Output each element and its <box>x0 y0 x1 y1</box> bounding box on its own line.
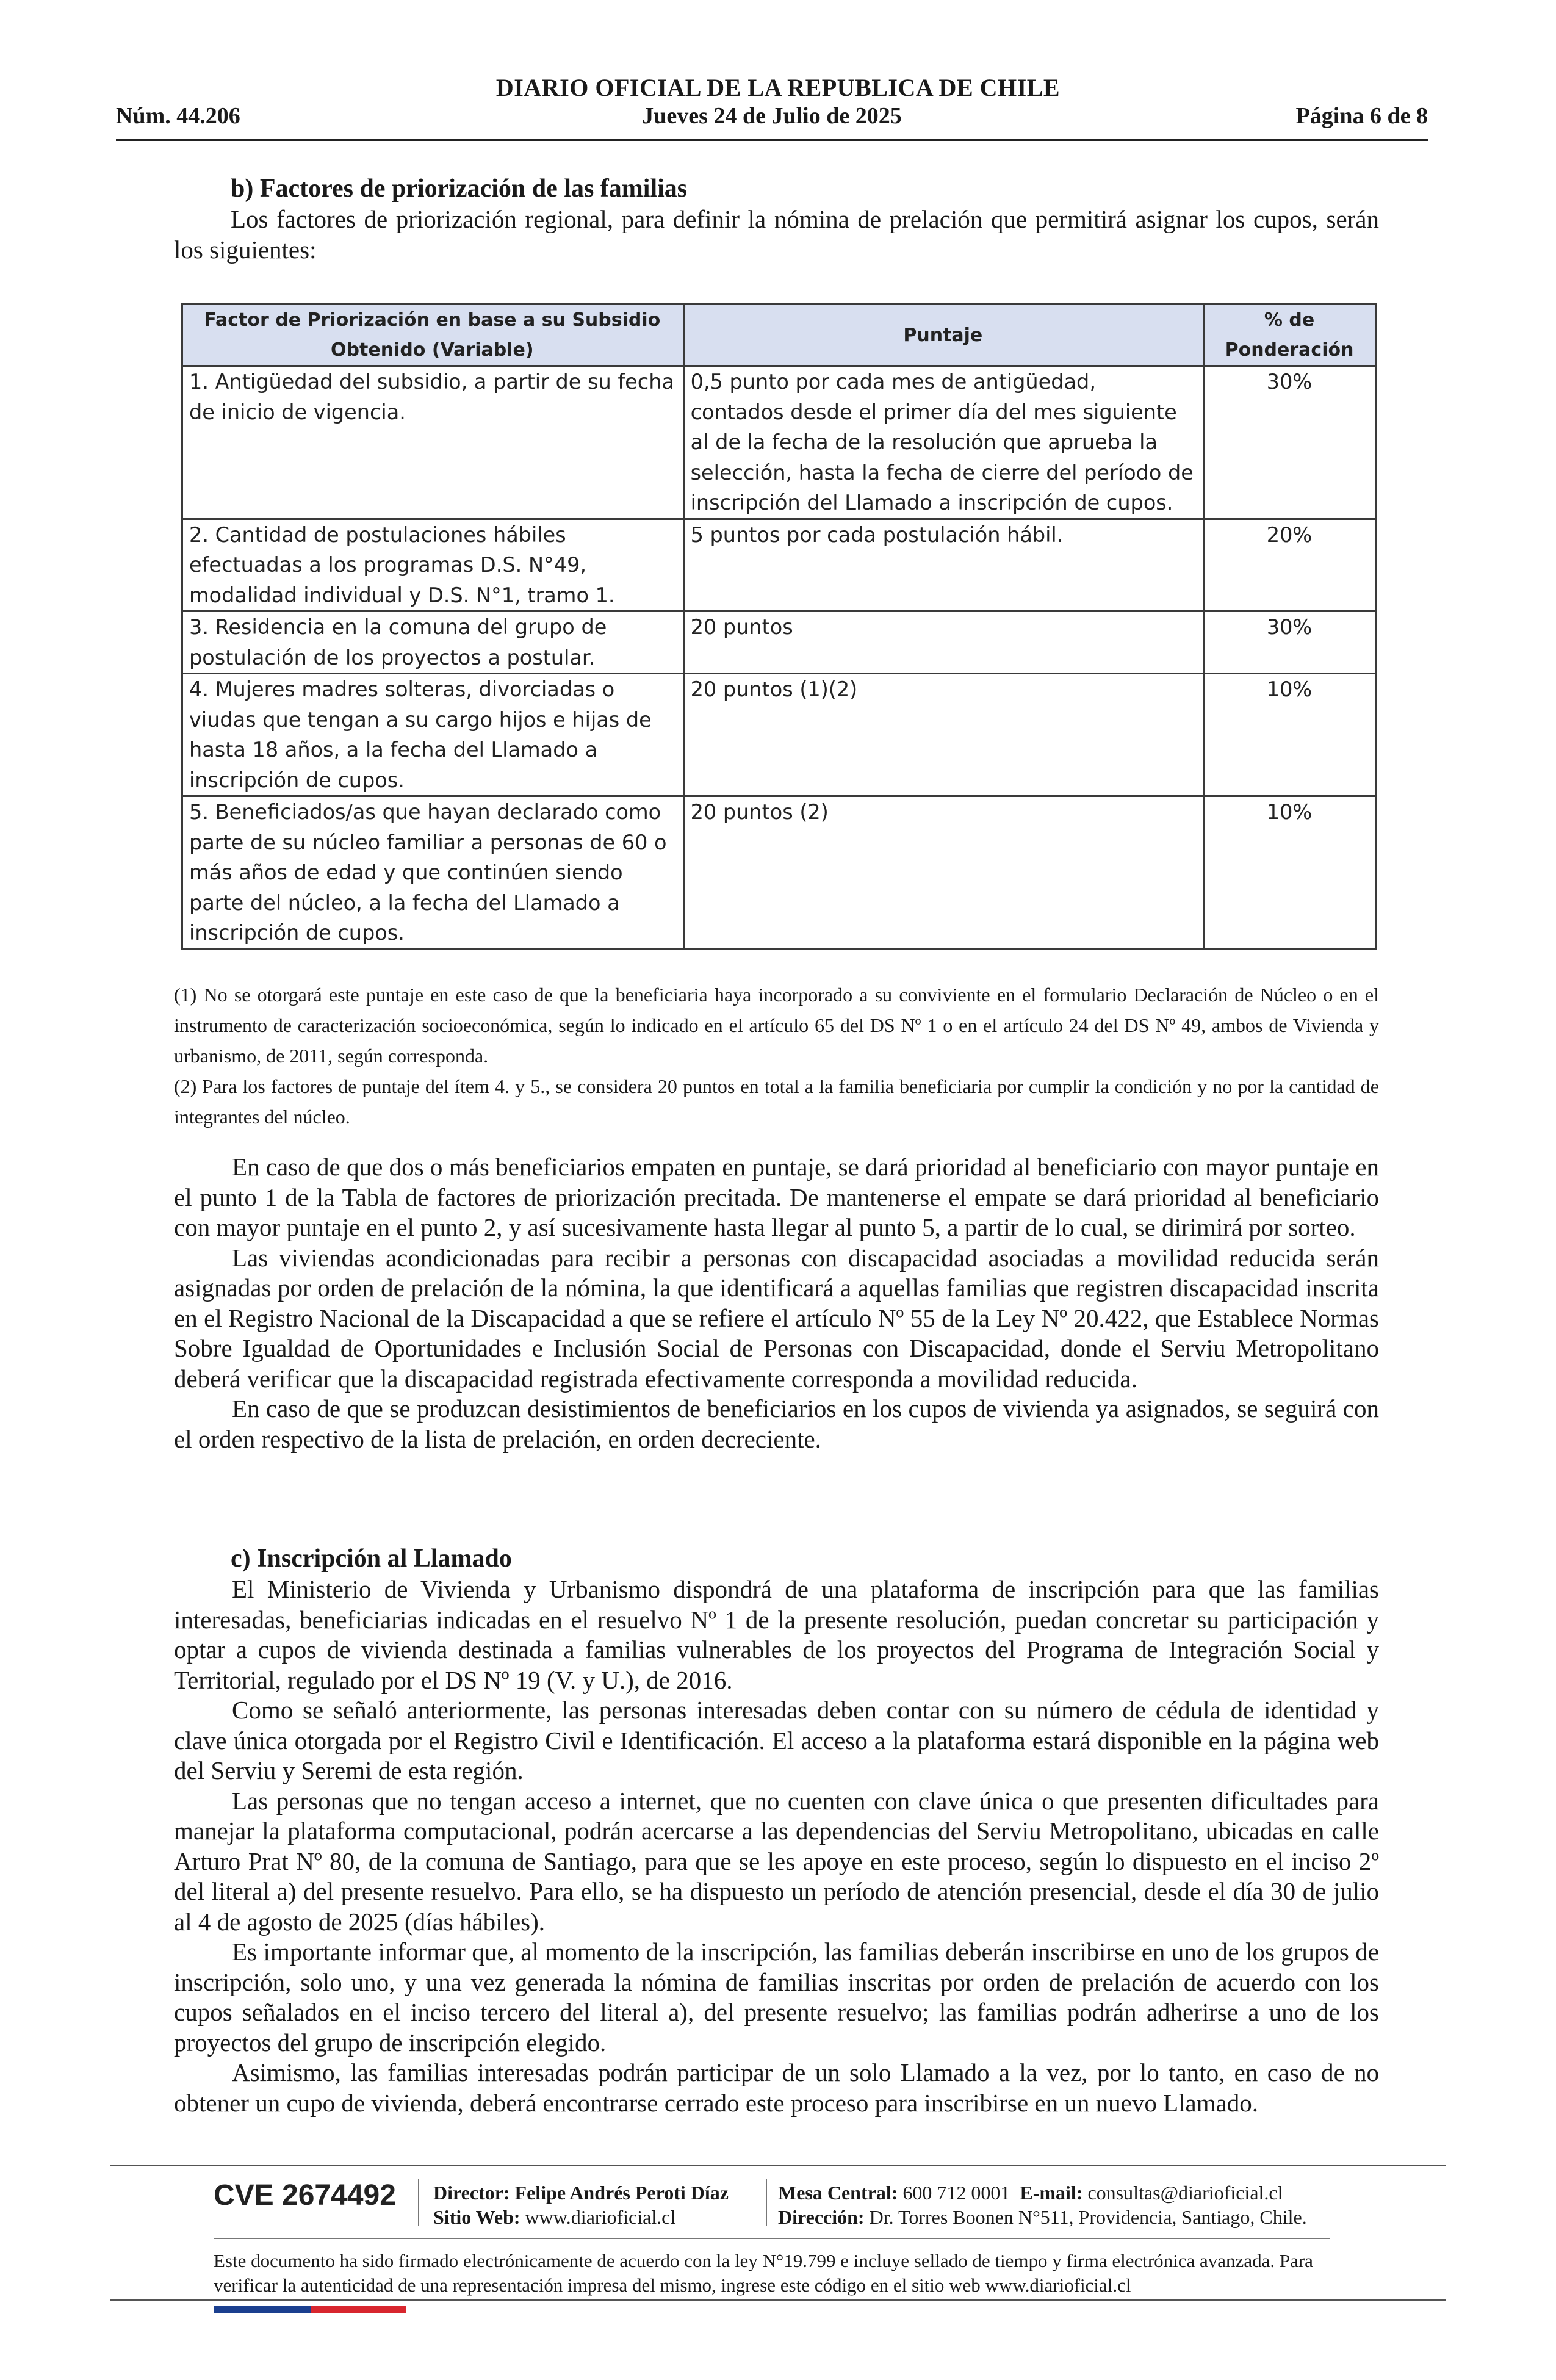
table-row <box>182 611 1377 674</box>
puntaje-cell: 5 puntos por cada postulación hábil. <box>683 519 1203 611</box>
address-text: Dr. Torres Boonen N°511, Providencia, Santiago, Chile. <box>869 2206 1307 2228</box>
platform-paragraph: El Ministerio de Vivienda y Urbanismo dispondrá de una plataforma de inscripción para que las familias interesadas, beneficiarias indicadas en el resuelvo Nº 1 de la presente resolución, puedan concretar su participación y optar a cupos de vivienda destinada a familias vulnerables de los proyectos del Programa de Integración Social y Territorial, regulado por el DS Nº 19 (V. y U.), de 2016. <box>174 1575 1379 1694</box>
header-factor: Factor de Priorización en base a su Subsidio Obtenido (Variable) <box>182 305 684 366</box>
flag-blue-bar <box>214 2306 311 2313</box>
footer-separator <box>766 2179 767 2226</box>
accessibility-paragraph: Las viviendas acondicionadas para recibir a personas con discapacidad asociadas a movilidad reducida serán asignadas por orden de prelación de la nómina, la que identificará a aquellas familias que registren discapacidad inscrita en el Registro Nacional de la Discapacidad a que se refiere el artículo Nº 55 de la Ley Nº 20.422, que Establece Normas Sobre Igualdad de Oportunidades e Inclusión Social de Personas con Discapacidad, donde el Serviu Metropolitano deberá verificar que la discapacidad registrada efectivamente corresponda a movilidad reducida. <box>174 1243 1379 1393</box>
ponderacion-cell: 30% <box>1204 366 1377 519</box>
section-c-title: c) Inscripción al Llamado <box>231 1545 512 1573</box>
ponderacion-cell: 20% <box>1204 519 1377 611</box>
footer-separator <box>418 2179 419 2226</box>
mesa-phone: 600 712 0001 <box>902 2182 1010 2204</box>
single-call-paragraph: Asimismo, las familias interesadas podrán participar de un solo Llamado a la vez, por lo tanto, en caso de no obtener un cupo de vivienda, deberá encontrarse cerrado este proceso para inscribirse en un nuevo Llamado. <box>174 2058 1379 2117</box>
table-row <box>182 796 1377 950</box>
footer-divider-top <box>110 2165 1446 2166</box>
table-header-row <box>182 305 1377 366</box>
factor-cell: 2. Cantidad de postulaciones hábiles efectuadas a los programas D.S. N°49, modalidad individual y D.S. N°1, tramo 1. <box>182 519 684 611</box>
footer-legal-note: Este documento ha sido firmado electrónicamente de acuerdo con la ley N°19.799 e incluye sellado de tiempo y firma electrónica avanzada. Para verificar la autenticidad de una representación impresa del mismo, ingrese este código en el sitio web www.diarioficial.cl <box>214 2250 1313 2296</box>
puntaje-cell: 20 puntos (1)(2) <box>683 674 1203 796</box>
mesa-label: Mesa Central: <box>778 2182 898 2204</box>
email-label: E-mail: <box>1020 2182 1083 2204</box>
factor-cell: 3. Residencia en la comuna del grupo de postulación de los proyectos a postular. <box>182 611 684 674</box>
footer-divider-bottom <box>110 2299 1446 2301</box>
factor-cell: 4. Mujeres madres solteras, divorciadas o viudas que tengan a su cargo hijos e hijas de hasta 18 años, a la fecha del Llamado a inscripción de cupos. <box>182 674 684 796</box>
footnote-1: (1) No se otorgará este puntaje en este caso de que la beneficiaria haya incorporado a su conviviente en el formulario Declaración de Núcleo o en el instrumento de caracterización socioeconómica, según lo indicado en el artículo 65 del DS Nº 1 o en el artículo 24 del DS Nº 49, ambos de Vivienda y urbanismo, de 2011, según corresponda. <box>174 984 1379 1067</box>
intro-paragraph: Los factores de priorización regional, para definir la nómina de prelación que permitirá asignar los cupos, serán los siguientes: <box>174 205 1379 264</box>
identity-paragraph: Como se señaló anteriormente, las personas interesadas deben contar con su número de cédula de identidad y clave única otorgada por el Registro Civil e Identificación. El acceso a la plataforma estará disponible en la página web del Serviu y Seremi de esta región. <box>174 1696 1379 1784</box>
footnote-2: (2) Para los factores de puntaje del ítem 4. y 5., se considera 20 puntos en total a la familia beneficiaria por cumplir la condición y no por la cantidad de integrantes del núcleo. <box>174 1075 1379 1128</box>
table-row <box>182 366 1377 519</box>
header-ponderacion: % de Ponderación <box>1204 305 1377 366</box>
factor-cell: 5. Beneficiados/as que hayan declarado como parte de su núcleo familiar a personas de 60 o más años de edad y que continúen siendo parte del núcleo, a la fecha del Llamado a inscripción de cupos. <box>182 796 684 950</box>
factor-cell: 1. Antigüedad del subsidio, a partir de su fecha de inicio de vigencia. <box>182 366 684 519</box>
puntaje-cell: 0,5 punto por cada mes de antigüedad, contados desde el primer día del mes siguiente al de la fecha de la resolución que aprueba la selección, hasta la fecha de cierre del período de inscripción del Llamado a inscripción de cupos. <box>683 366 1203 519</box>
director-label: Director: <box>433 2182 510 2204</box>
table-row <box>182 674 1377 796</box>
section-b-intro <box>174 204 1379 265</box>
ponderacion-cell: 10% <box>1204 674 1377 796</box>
registration-paragraph: Es importante informar que, al momento de la inscripción, las familias deberán inscribirse en uno de los grupos de inscripción, solo uno, y una vez generada la nómina de familias inscritas por orden de prelación de acuerdo con los cupos señalados en el inciso tercero del literal a), del presente resuelvo; las familias podrán adherirse a uno de los proyectos del grupo de inscripción elegido. <box>174 1938 1379 2057</box>
ponderacion-cell: 30% <box>1204 611 1377 674</box>
cve-code: CVE 2674492 <box>214 2179 396 2212</box>
website-label: Sitio Web: <box>433 2206 520 2228</box>
ponderacion-cell: 10% <box>1204 796 1377 950</box>
puntaje-cell: 20 puntos <box>683 611 1203 674</box>
footer-contact-block <box>778 2180 1307 2229</box>
withdrawal-paragraph: En caso de que se produzcan desistimientos de beneficiarios en los cupos de vivienda ya asignados, se seguirá con el orden respectivo de la lista de prelación, en orden decreciente. <box>174 1394 1379 1453</box>
section-b-body <box>174 1152 1379 1454</box>
issue-number: Núm. 44.206 <box>116 103 240 129</box>
header-puntaje: Puntaje <box>683 305 1203 366</box>
footer-director-block <box>433 2180 729 2229</box>
table-footnotes <box>174 979 1379 1132</box>
website-link[interactable]: www.diarioficial.cl <box>525 2206 676 2228</box>
address-label: Dirección: <box>778 2206 865 2228</box>
section-b-title: b) Factores de priorización de las familias <box>231 175 688 203</box>
puntaje-cell: 20 puntos (2) <box>683 796 1203 950</box>
issue-date: Jueves 24 de Julio de 2025 <box>642 103 902 129</box>
priority-factors-table <box>181 303 1377 950</box>
in-person-paragraph: Las personas que no tengan acceso a internet, que no cuenten con clave única o que presenten dificultades para manejar la plataforma computacional, podrán acercarse a las dependencias del Serviu Metropolitano, ubicadas en calle Arturo Prat Nº 80, de la comuna de Santiago, para que se les apoye en este proceso, según lo dispuesto en el inciso 2º del literal a) del presente resuelvo. Para ello, se ha dispuesto un período de atención presencial, desde el día 30 de julio al 4 de agosto de 2025 (días hábiles). <box>174 1786 1379 1936</box>
header-divider <box>116 139 1428 141</box>
section-c-body <box>174 1574 1379 2118</box>
tie-break-paragraph: En caso de que dos o más beneficiarios empaten en puntaje, se dará prioridad al beneficiario con mayor puntaje en el punto 1 de la Tabla de factores de priorización precitada. De mantenerse el empate se dará prioridad al beneficiario con mayor puntaje en el punto 2, y así sucesivamente hasta llegar al punto 5, a partir de lo cual, se dirimirá por sorteo. <box>174 1153 1379 1241</box>
director-name: Felipe Andrés Peroti Díaz <box>514 2182 729 2204</box>
newspaper-title: DIARIO OFICIAL DE LA REPUBLICA DE CHILE <box>495 74 1061 101</box>
footer-divider-middle <box>214 2238 1330 2239</box>
table-row <box>182 519 1377 611</box>
page-indicator: Página 6 de 8 <box>1295 103 1428 129</box>
flag-red-bar <box>311 2306 406 2313</box>
email-link[interactable]: consultas@diarioficial.cl <box>1087 2182 1283 2204</box>
